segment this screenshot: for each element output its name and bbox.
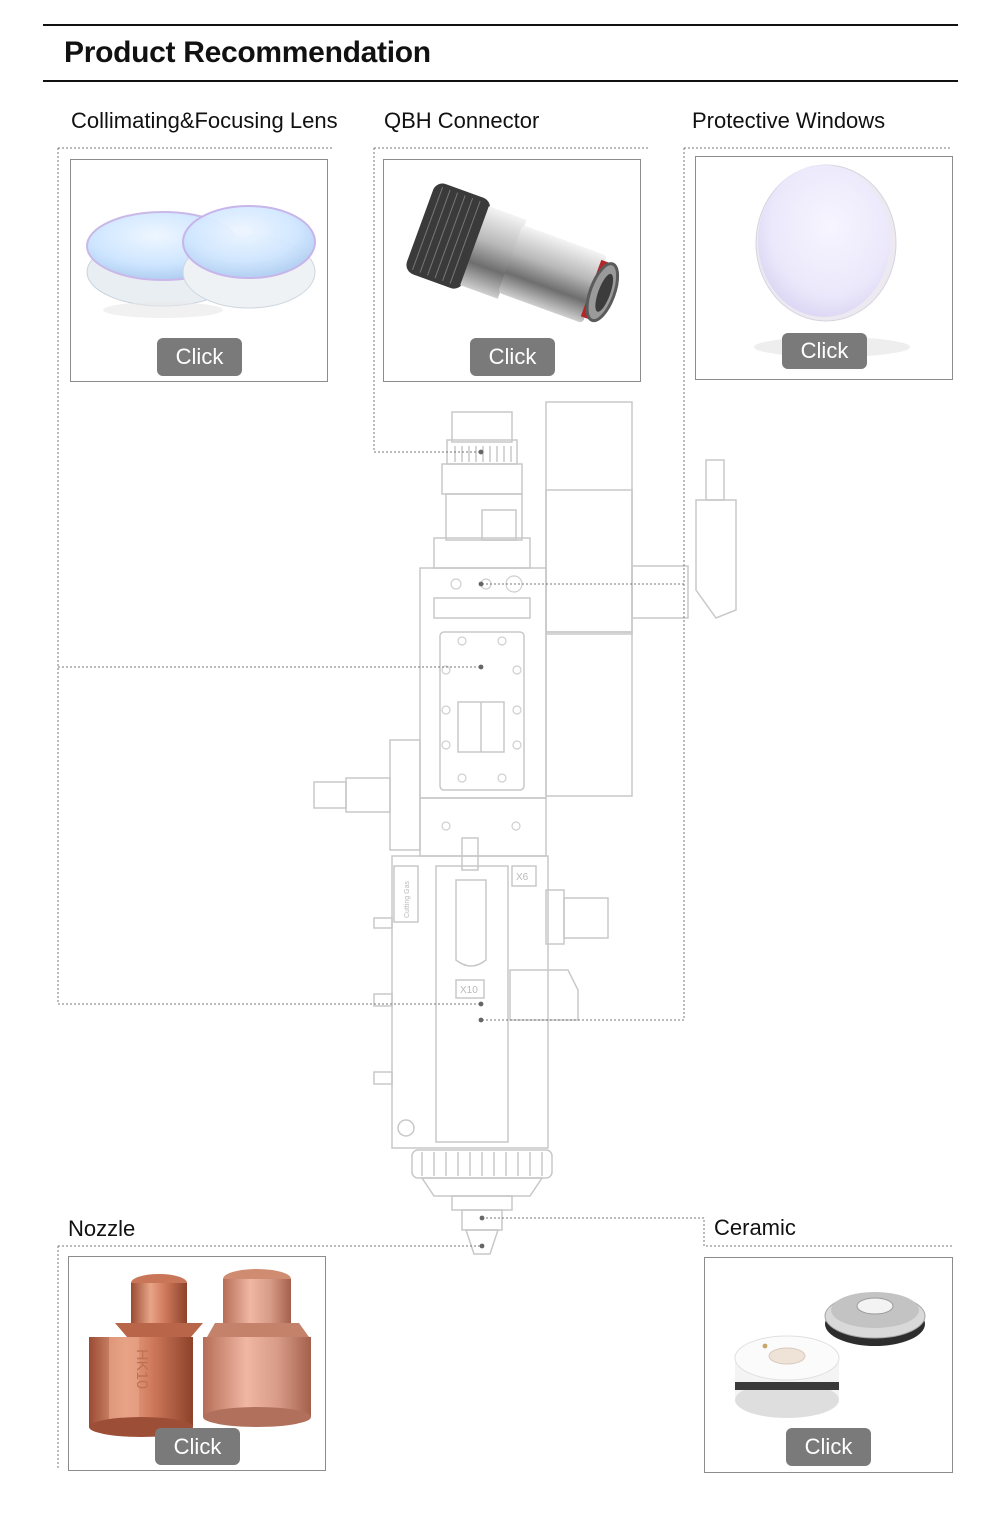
click-button-nozzle[interactable]: Click — [155, 1428, 240, 1465]
product-label-ceramic: Ceramic — [714, 1215, 796, 1240]
diagram-label-x10: X10 — [460, 985, 478, 996]
product-label-qbh: QBH Connector — [384, 108, 540, 133]
page-title: Product Recommendation — [64, 36, 431, 69]
product-card-qbh[interactable] — [383, 159, 641, 382]
nozzle-marking: HK10 — [133, 1349, 150, 1390]
product-card-ceramic[interactable] — [704, 1257, 953, 1473]
product-label-windows: Protective Windows — [692, 108, 886, 133]
diagram-label-cutting-gas: Cutting Gas — [404, 881, 411, 918]
click-button-windows[interactable]: Click — [782, 333, 867, 369]
product-label-nozzle: Nozzle — [68, 1216, 136, 1241]
diagram-label-x6: X6 — [516, 872, 529, 883]
header-rule — [43, 80, 958, 82]
product-card-nozzle[interactable] — [68, 1256, 326, 1471]
top-rule — [43, 24, 958, 26]
click-button-qbh[interactable]: Click — [470, 338, 555, 376]
product-card-lens[interactable] — [70, 159, 328, 382]
click-button-lens[interactable]: Click — [157, 338, 242, 376]
click-button-ceramic[interactable]: Click — [786, 1428, 871, 1466]
product-label-lens: Collimating&Focusing Lens — [71, 108, 338, 133]
product-card-windows[interactable] — [695, 156, 953, 380]
